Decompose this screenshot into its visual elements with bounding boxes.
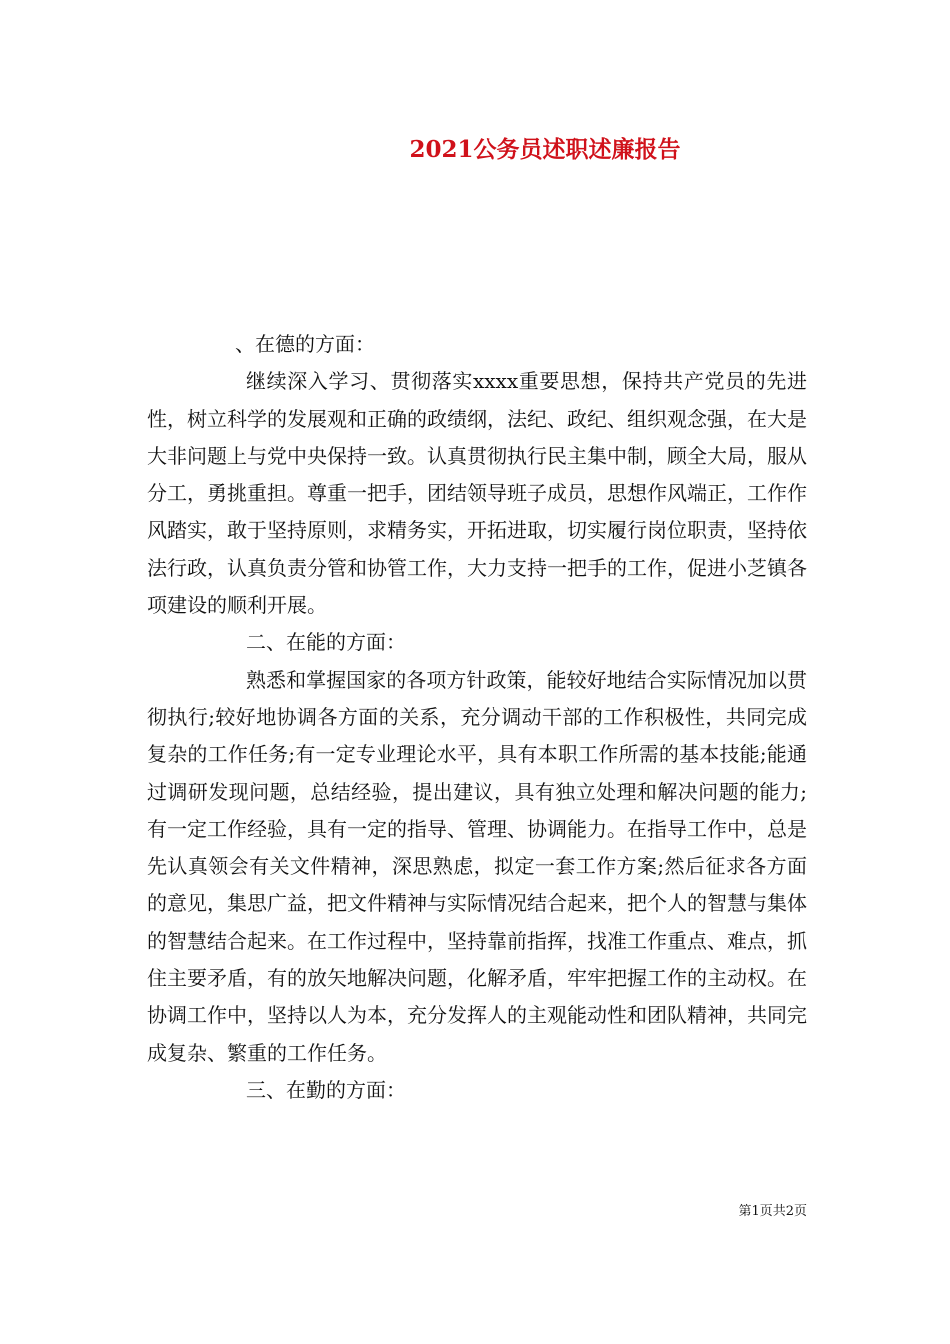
section-heading-qin: 三、在勤的方面： xyxy=(246,1077,406,1102)
document-title: 2021公务员述职述廉报告 xyxy=(409,136,681,163)
section-heading-de: 、在德的方面： xyxy=(235,332,375,356)
page-number: 第1页共2页 xyxy=(738,1204,807,1219)
section-paragraph-de: 继续深入学习、贯彻落实xxxx重要思想，保持共产党员的先进性，树立科学的发展观和正确的政绩纲，法纪、政纪、组织观念强，在大是大非问题上与党中央保持一致。认真贯彻执行民主集中制，顾全大局，服从分工，勇挑重担。尊重一把手，团结领导班子成员，思想作风端正，工作作风踏实，敢于坚持原则，求精务实，开拓进取，切实履行岗位职责，坚持依法行政，认真负责分管和协管工作，大力支持一把手的工作，促进小芝镇各项建设的顺利开展。 xyxy=(147,369,807,618)
section-paragraph-neng: 熟悉和掌握国家的各项方针政策，能较好地结合实际情况加以贯彻执行;较好地协调各方面的关系，充分调动干部的工作积极性，共同完成复杂的工作任务;有一定专业理论水平，具有本职工作所需的基本技能;能通过调研发现问题，总结经验，提出建议，具有独立处理和解决问题的能力;有一定工作经验，具有一定的指导、管理、协调能力。在指导工作中，总是先认真领会有关文件精神，深思熟虑，拟定一套工作方案;然后征求各方面的意见，集思广益，把文件精神与实际情况结合起来，把个人的智慧与集体的智慧结合起来。在工作过程中，坚持靠前指挥，找准工作重点、难点，抓住主要矛盾，有的放矢地解决问题，化解矛盾，牢牢把握工作的主动权。在协调工作中，坚持以人为本，充分发挥人的主观能动性和团队精神，共同完成复杂、繁重的工作任务。 xyxy=(147,667,807,1065)
section-heading-neng: 二、在能的方面： xyxy=(246,630,406,655)
document-body xyxy=(147,326,807,1109)
